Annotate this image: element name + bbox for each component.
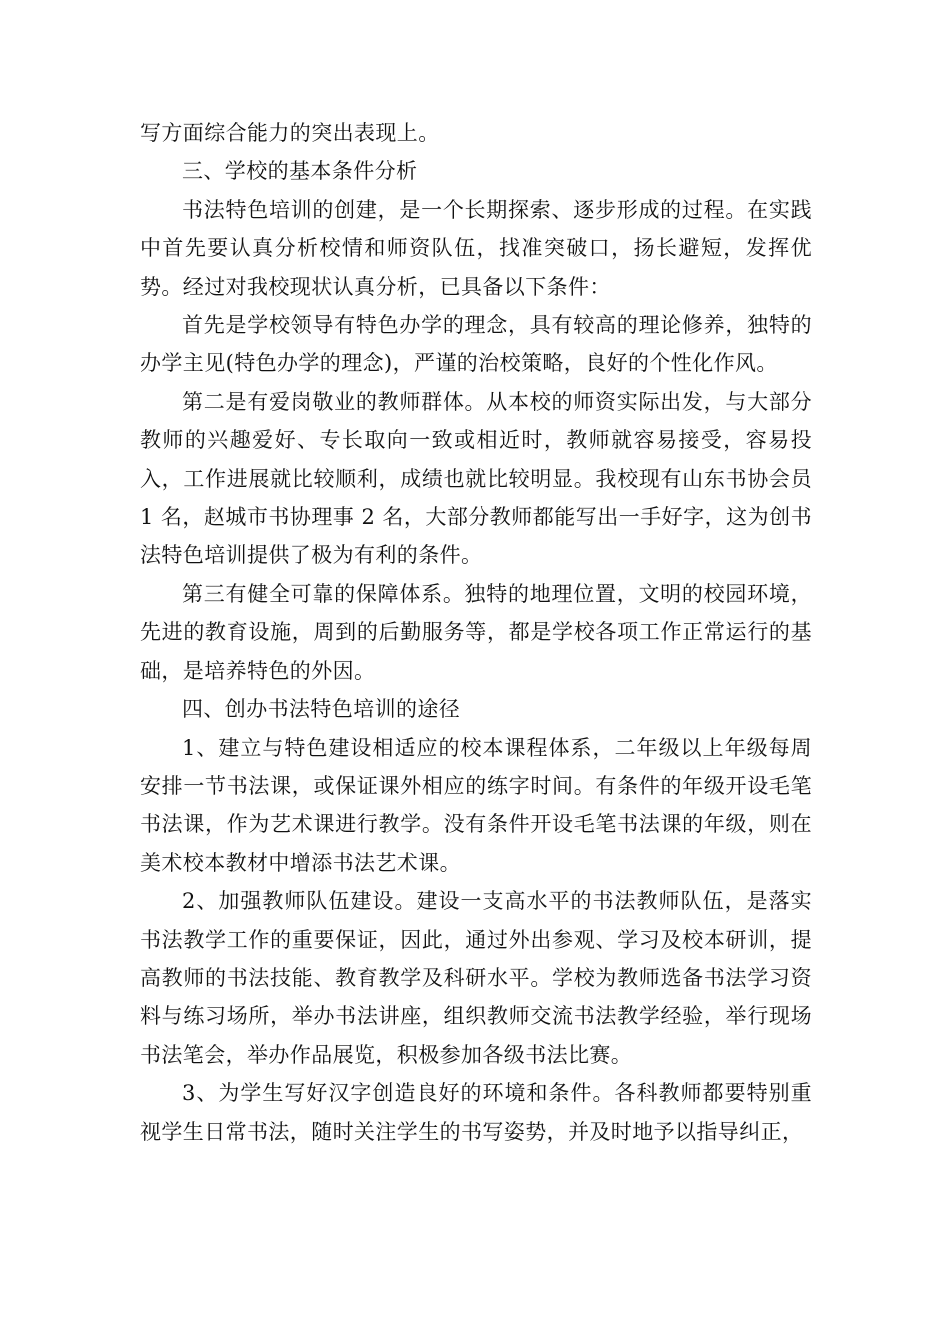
paragraph-approach-teacher-team: 2、加强教师队伍建设。建设一支高水平的书法教师队伍，是落实书法教学工作的重要保证，因此，通过外出参观、学习及校本研训，提高教师的书法技能、教育教学及科研水平。学校为教师选备书法学习资料与练习场所，举办书法讲座，组织教师交流书法教学经验，举行现场书法笔会，举办作品展览，积极参加各级书法比赛。	[140, 889, 812, 1067]
paragraph-condition-leadership: 首先是学校领导有特色办学的理念，具有较高的理论修养，独特的办学主见(特色办学的理念)，严谨的治校策略，良好的个性化作风。	[140, 313, 812, 376]
paragraph-condition-teachers: 第二是有爱岗敬业的教师群体。从本校的师资实际出发，与大部分教师的兴趣爱好、专长取向一致或相近时，教师就容易接受，容易投入，工作进展就比较顺利，成绩也就比较明显。我校现有山东书协会员 1 名，赵城市书协理事 2 名，大部分教师都能写出一手好字，这为创书法特色培训提供了极为有利的条件。	[140, 389, 812, 568]
section-heading-basic-conditions: 三、学校的基本条件分析	[182, 159, 418, 184]
paragraph-condition-support: 第三有健全可靠的保障体系。独特的地理位置，文明的校园环境，先进的教育设施，周到的后勤服务等，都是学校各项工作正常运行的基础，是培养特色的外因。	[140, 581, 812, 683]
paragraph-approach-environment: 3、为学生写好汉字创造良好的环境和条件。各科教师都要特别重视学生日常书法，随时关注学生的书写姿势，并及时地予以指导纠正，	[140, 1081, 812, 1144]
paragraph-intro-conditions: 书法特色培训的创建，是一个长期探索、逐步形成的过程。在实践中首先要认真分析校情和师资队伍，找准突破口，扬长避短，发挥优势。经过对我校现状认真分析，已具备以下条件：	[140, 197, 812, 299]
paragraph-continuation: 写方面综合能力的突出表现上。	[140, 121, 440, 145]
section-heading-approaches: 四、创办书法特色培训的途径	[182, 697, 461, 722]
paragraph-approach-curriculum: 1、建立与特色建设相适应的校本课程体系，二年级以上年级每周安排一节书法课，或保证课外相应的练字时间。有条件的年级开设毛笔书法课，作为艺术课进行教学。没有条件开设毛笔书法课的年级，则在美术校本教材中增添书法艺术课。	[140, 735, 812, 875]
document-body	[140, 114, 812, 1151]
